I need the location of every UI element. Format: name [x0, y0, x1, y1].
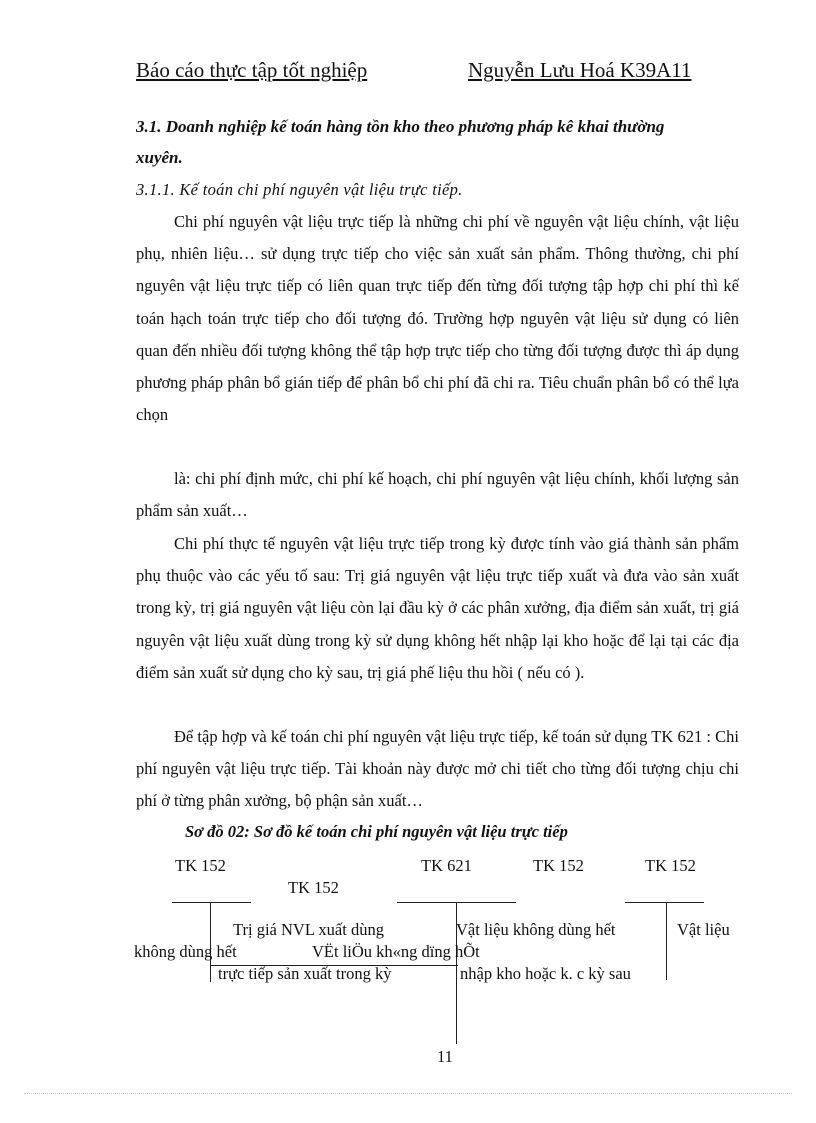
account-label: TK 152: [288, 878, 339, 897]
diagram-caption: Sơ đồ 02: Sơ đồ kế toán chi phí nguyên vật liệu trực tiếp: [185, 822, 568, 841]
diagram-text: nhập kho hoặc k. c kỳ sau: [460, 964, 631, 983]
paragraph-1: Chi phí nguyên vật liệu trực tiếp là những chi phí về nguyên vật liệu chính, vật liệu phụ, nhiên liệu… sử dụng trực tiếp cho việc sản xuất sản phẩm. Thông thường, chi phí nguyên vật liệu trực tiếp có liên quan trực tiếp đến từng đối tượng tập hợp chi phí thì kế toán hạch toán trực tiếp cho đối tượng đó. Trường hợp nguyên vật liệu sử dụng có liên quan đến nhiều đối tượng không thể tập hợp trực tiếp cho từng đối tượng được thì áp dụng phương pháp phân bổ gián tiếp để phân bổ chi phí đã chi ra. Tiêu chuẩn phân bổ có thể lựa chọn: [136, 212, 739, 425]
paragraph-3: Chi phí thực tế nguyên vật liệu trực tiếp trong kỳ được tính vào giá thành sản phẩm phụ thuộc vào các yếu tố sau: Trị giá nguyên vật liệu trực tiếp xuất và đưa vào sản xuất trong kỳ, trị giá nguyên vật liệu còn lại đầu kỳ ở các phân xưởng, địa điểm sản xuất, trị giá nguyên vật liệu xuất dùng trong kỳ sử dụng không hết nhập lại kho hoặc để lại tại các địa điểm sản xuất sử dụng cho kỳ sau, trị giá phế liệu thu hồi ( nếu có ).: [136, 534, 739, 682]
diagram-text: Vật liệu: [677, 920, 730, 939]
account-label: TK 621: [421, 856, 472, 875]
t-account-line: [666, 902, 667, 980]
paragraph-2: là: chi phí định mức, chi phí kế hoạch, chi phí nguyên vật liệu chính, khối lượng sản phẩm sản xuất…: [136, 469, 739, 521]
page-separator: [24, 1093, 792, 1094]
header-left: Báo cáo thực tập tốt nghiệp: [136, 58, 368, 82]
subheading: 3.1.1. Kế toán chi phí nguyên vật liệu trực tiếp.: [136, 180, 463, 199]
diagram-text: VËt liÖu kh«ng dïng hÕt: [312, 942, 480, 961]
section-heading: 3.1. Doanh nghiệp kế toán hàng tồn kho theo phương pháp kê khai thường: [136, 117, 665, 136]
diagram-text: không dùng hết: [134, 942, 237, 961]
account-label: TK 152: [533, 856, 584, 875]
account-label: TK 152: [175, 856, 226, 875]
header-right: Nguyễn Lưu Hoá K39A11: [468, 58, 692, 82]
account-bar: [172, 902, 251, 903]
diagram-text: Vật liệu không dùng hết: [456, 920, 616, 939]
page-number: 11: [437, 1047, 453, 1066]
account-label: TK 152: [645, 856, 696, 875]
diagram-text: trực tiếp sản xuất trong kỳ: [218, 964, 392, 983]
paragraph-4: Để tập hợp và kế toán chi phí nguyên vật liệu trực tiếp, kế toán sử dụng TK 621 : Chi phí nguyên vật liệu trực tiếp. Tài khoản này được mở chi tiết cho từng đối tượng chịu chi phí ở từng phân xưởng, bộ phận sản xuất…: [136, 727, 739, 811]
account-bar: [625, 902, 704, 903]
diagram-text: Trị giá NVL xuất dùng: [233, 920, 384, 939]
section-heading-cont: xuyên.: [136, 148, 183, 167]
